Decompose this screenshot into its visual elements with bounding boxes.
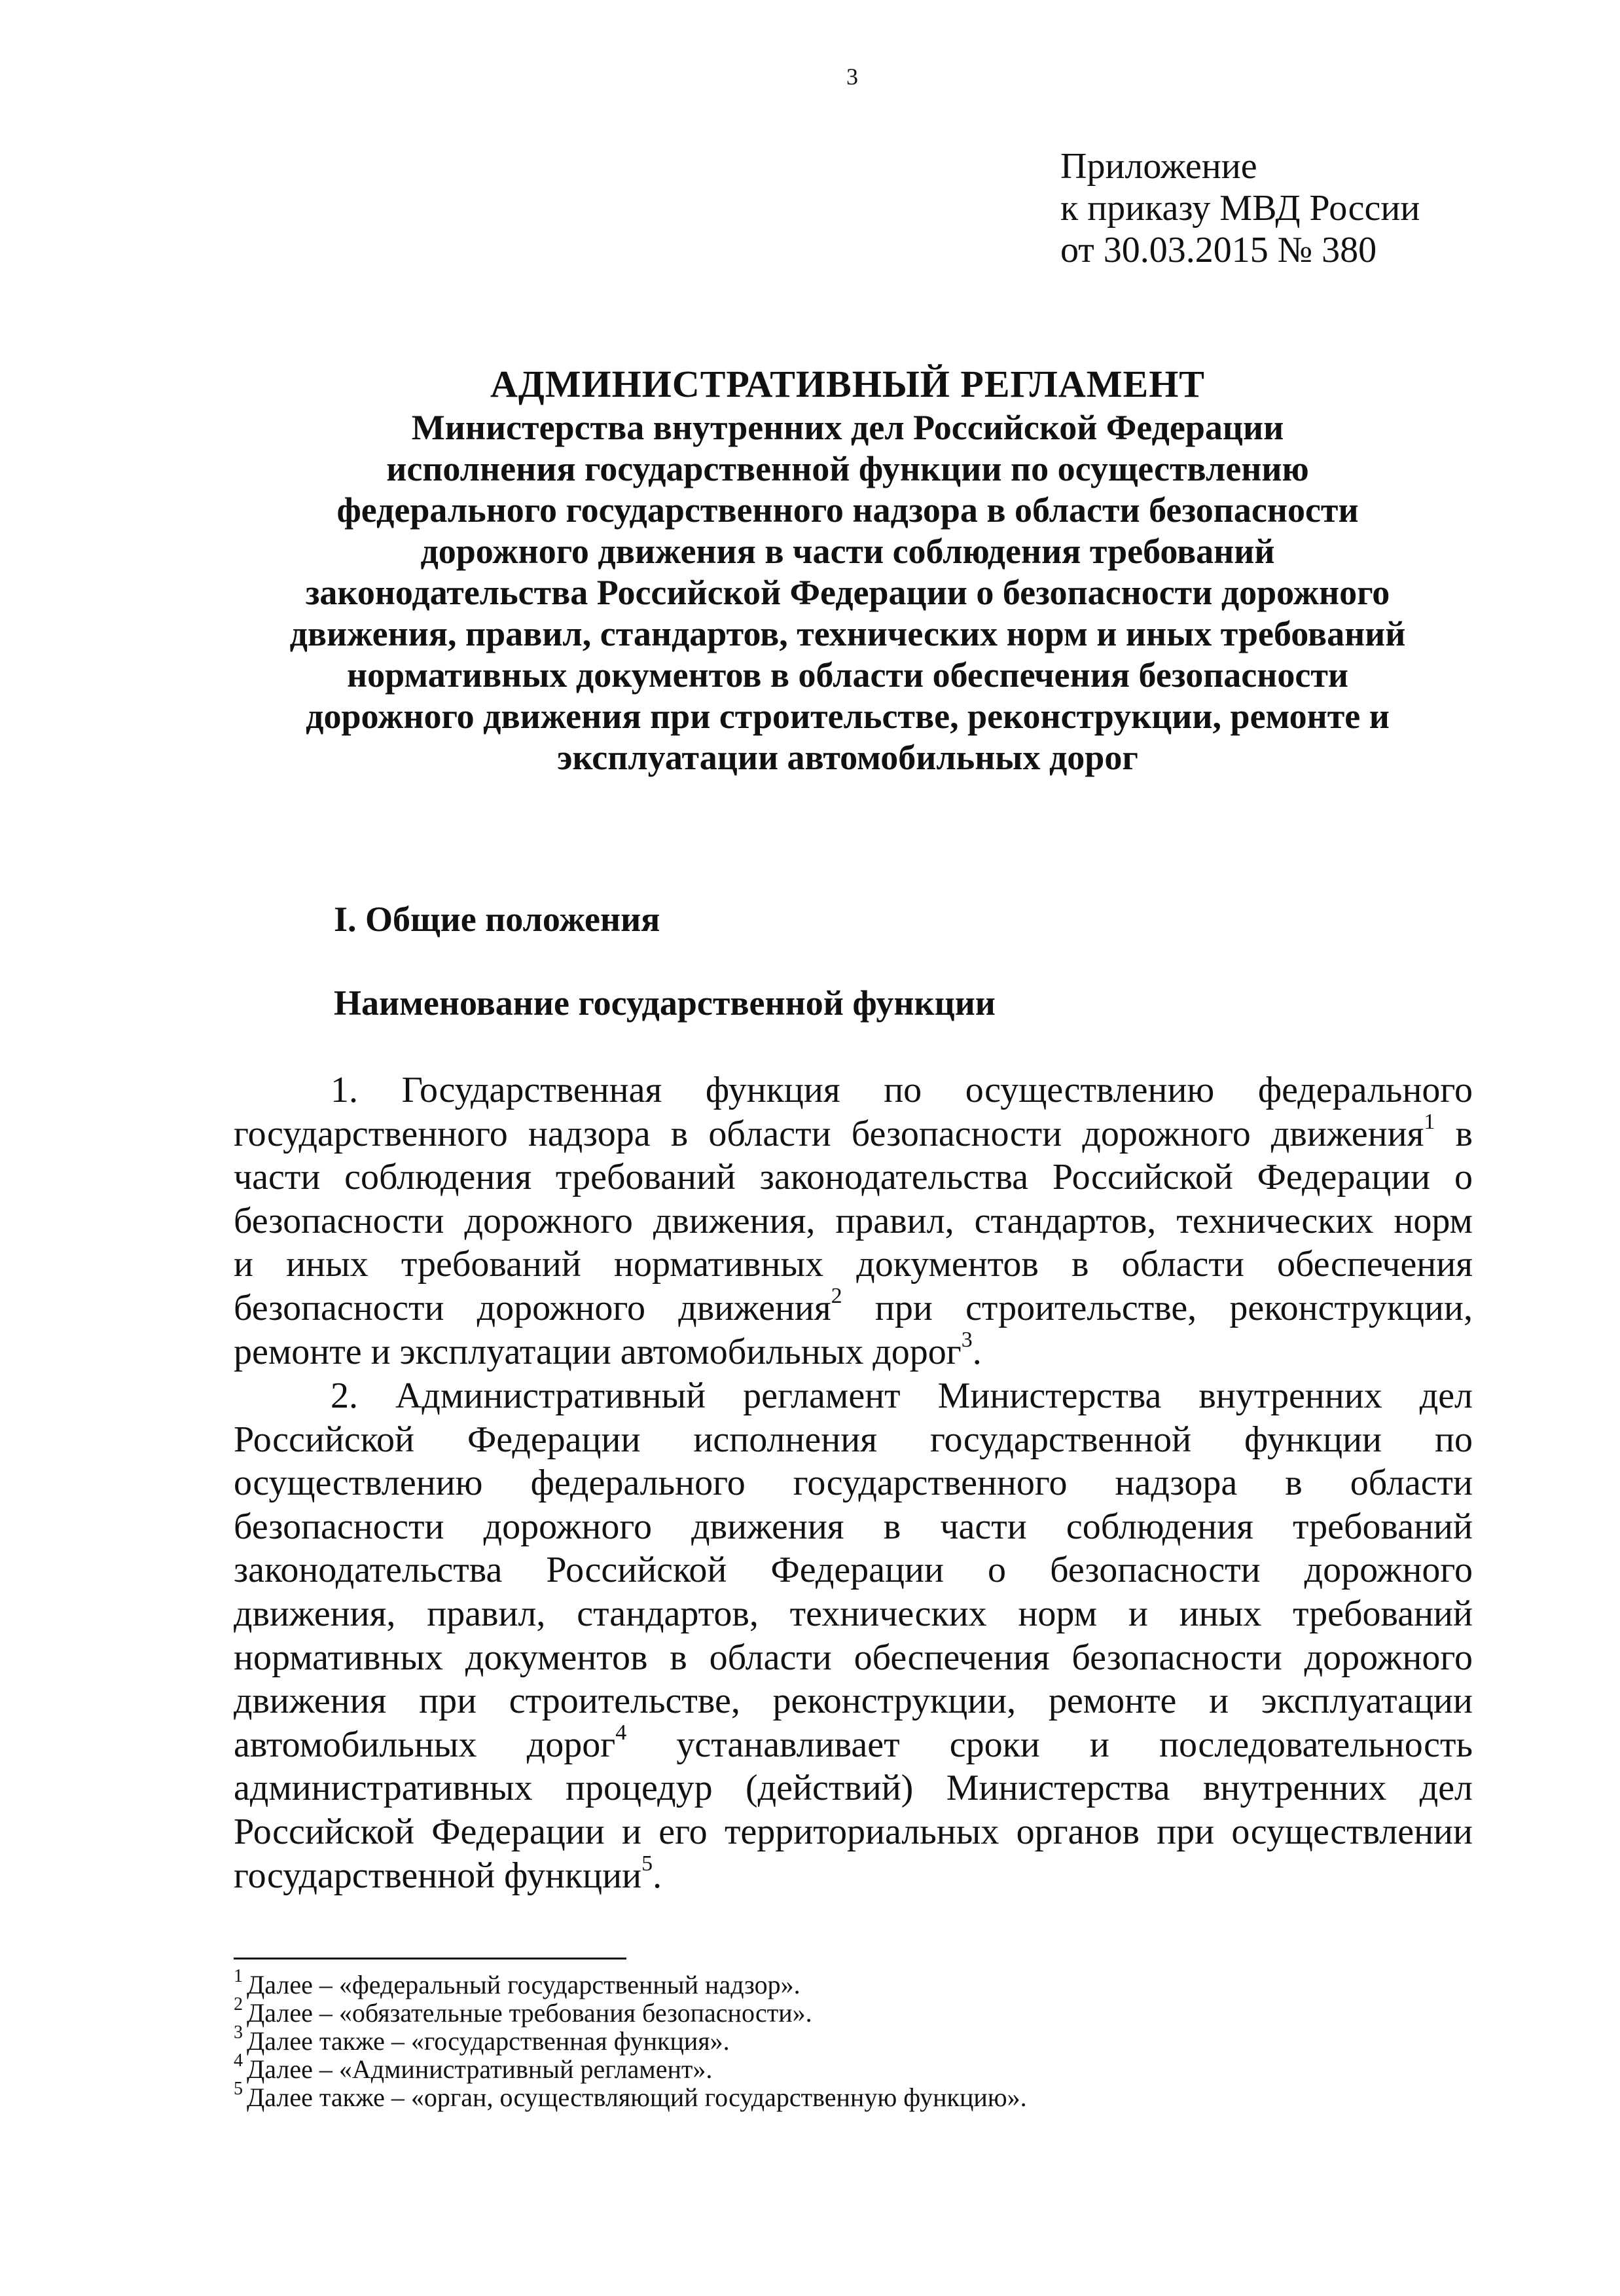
text-line: и иных требований нормативных документов в области обеспечения <box>234 1244 1473 1285</box>
text-line <box>234 1851 1473 1898</box>
text-segment: безопасности дорожного движения <box>234 1287 831 1328</box>
footnote-ref: 4 <box>615 1721 627 1745</box>
title-line: движения, правил, стандартов, технических норм и иных требований <box>289 614 1406 653</box>
text-line: безопасности дорожного движения, правил, стандартов, технических норм <box>234 1200 1473 1241</box>
text-line <box>234 1723 1473 1767</box>
title-line: Министерства внутренних дел Российской Федерации <box>411 408 1284 447</box>
text-segment: . <box>653 1855 662 1896</box>
footnote-number: 1 <box>234 1965 243 1986</box>
text-line: законодательства Российской Федерации о безопасности дорожного <box>234 1550 1473 1591</box>
text-line: безопасности дорожного движения в части соблюдения требований <box>234 1506 1473 1547</box>
footnote-text: Далее также – «государственная функция». <box>247 2026 730 2056</box>
section-heading: I. Общие положения <box>334 900 660 939</box>
title-line: законодательства Российской Федерации о безопасности дорожного <box>305 573 1390 612</box>
text-line <box>234 1286 1473 1330</box>
footnote <box>234 2050 1027 2084</box>
footnote-text: Далее также – «орган, осуществляющий государственную функцию». <box>247 2083 1027 2112</box>
footnotes <box>234 1965 1027 2112</box>
text-line: административных процедур (действий) Министерства внутренних дел <box>234 1768 1473 1809</box>
footnote-number: 3 <box>234 2022 243 2043</box>
text-line: 1. Государственная функция по осуществлению федерального <box>331 1070 1473 1110</box>
title-line: дорожного движения в части соблюдения требований <box>420 532 1275 571</box>
text-segment: устанавливает сроки и последовательность <box>626 1724 1473 1765</box>
text-segment: в <box>1435 1113 1473 1154</box>
title-line: эксплуатации автомобильных дорог <box>557 738 1138 777</box>
text-line <box>234 1327 1473 1374</box>
footnote-number: 4 <box>234 2050 243 2071</box>
title-line: федерального государственного надзора в области безопасности <box>336 490 1359 530</box>
footnote <box>234 2078 1027 2112</box>
text-line: части соблюдения требований законодательства Российской Федерации о <box>234 1157 1473 1198</box>
appendix-order-ref: к приказу МВД России <box>1060 188 1420 228</box>
text-line: Российской Федерации и его территориальных органов при осуществлении <box>234 1811 1473 1852</box>
document-title <box>196 361 1499 778</box>
footnote-ref: 5 <box>641 1851 653 1876</box>
title-line: нормативных документов в области обеспечения безопасности <box>346 655 1348 695</box>
text-line: движения при строительстве, реконструкции, ремонте и эксплуатации <box>234 1681 1473 1722</box>
footnote-number: 2 <box>234 1994 243 2014</box>
footnote-ref: 2 <box>831 1284 842 1309</box>
page-number: 3 <box>846 64 858 90</box>
text-line <box>234 1109 1473 1156</box>
title-line: дорожного движения при строительстве, реконструкции, ремонте и <box>306 697 1390 736</box>
text-segment: при строительстве, реконструкции, <box>842 1287 1473 1328</box>
text-line: 2. Административный регламент Министерства внутренних дел <box>331 1376 1473 1416</box>
footnote <box>234 1965 1027 1999</box>
footnote-text: Далее – «обязательные требования безопасности». <box>247 1998 812 2028</box>
footnote-number: 5 <box>234 2078 243 2099</box>
footnote-ref: 3 <box>961 1327 973 1352</box>
footnote-separator <box>234 1958 626 1959</box>
text-segment: ремонте и эксплуатации автомобильных дорог <box>234 1331 962 1372</box>
text-line: осуществлению федерального государственного надзора в области <box>234 1463 1473 1504</box>
text-line: движения, правил, стандартов, технических норм и иных требований <box>234 1593 1473 1634</box>
section-subheading: Наименование государственной функции <box>334 983 996 1023</box>
appendix-block <box>1060 145 1420 271</box>
appendix-label: Приложение <box>1060 146 1257 187</box>
footnote-text: Далее – «Административный регламент». <box>247 2054 713 2084</box>
paragraph-1 <box>234 1068 1473 1374</box>
footnote-ref: 1 <box>1424 1109 1435 1134</box>
footnote <box>234 1994 1027 2028</box>
footnote <box>234 2022 1027 2056</box>
title-main: АДМИНИСТРАТИВНЫЙ РЕГЛАМЕНТ <box>490 363 1205 405</box>
text-segment: государственного надзора в области безопасности дорожного движения <box>234 1113 1424 1154</box>
appendix-order-date: от 30.03.2015 № 380 <box>1060 230 1377 270</box>
text-segment: . <box>972 1331 982 1372</box>
text-segment: государственной функции <box>234 1855 642 1896</box>
footnote-text: Далее – «федеральный государственный надзор». <box>247 1970 801 1999</box>
text-line: нормативных документов в области обеспечения безопасности дорожного <box>234 1637 1473 1678</box>
text-line: Российской Федерации исполнения государственной функции по <box>234 1419 1473 1460</box>
title-line: исполнения государственной функции по осуществлению <box>386 449 1309 488</box>
text-segment: автомобильных дорог <box>234 1724 616 1765</box>
paragraph-2 <box>234 1374 1473 1897</box>
